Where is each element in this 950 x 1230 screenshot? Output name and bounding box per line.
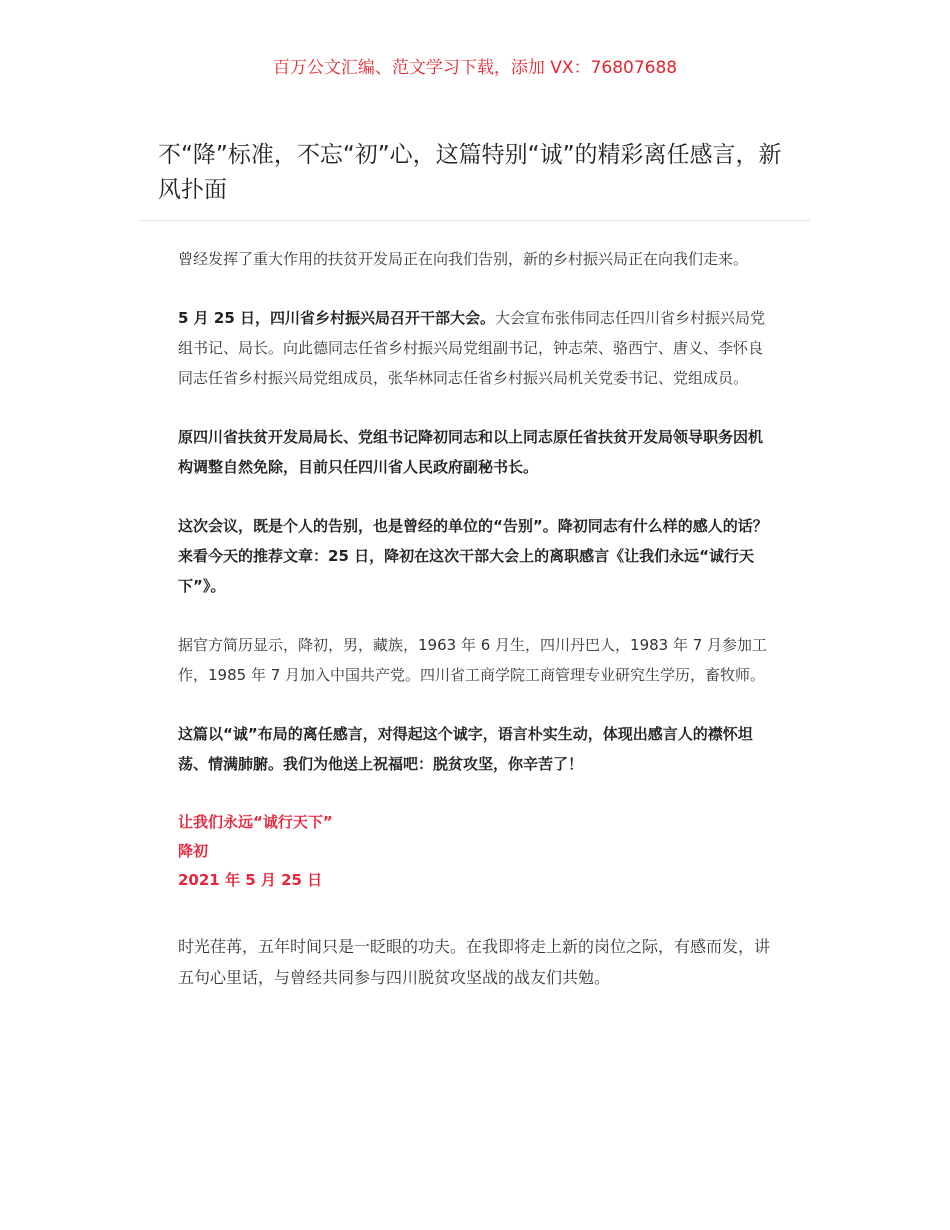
meeting-detail: 大会宣布张伟同志任四川省乡村振兴局党组书记、局长。向此德同志任省乡村振兴局党组副书记，钟志荣、骆西宁、唐义、李怀良同志任省乡村振兴局党组成员，张华林同志任省乡村振兴局机关党委书记、党组成员。 bbox=[178, 309, 765, 387]
paragraph-meeting bbox=[178, 303, 773, 393]
paragraph-biography: 据官方简历显示，降初，男，藏族，1963 年 6 月生，四川丹巴人，1983 年 7 月参加工作，1985 年 7 月加入中国共产党。四川省工商学院工商管理专业研究生学历，畜牧师。 bbox=[178, 636, 768, 684]
speech-date: 2021 年 5 月 25 日 bbox=[178, 871, 323, 889]
article-title: 不“降”标准，不忘“初”心，这篇特别“诚”的精彩离任感言，新风扑面 bbox=[158, 142, 782, 203]
paragraph-intro: 曾经发挥了重大作用的扶贫开发局正在向我们告别，新的乡村振兴局正在向我们走来。 bbox=[178, 250, 749, 268]
article-body bbox=[178, 244, 773, 993]
promo-banner: 百万公文汇编、范文学习下载，添加 VX：76807688 bbox=[272, 58, 678, 78]
speech-opening: 时光荏苒，五年时间只是一眨眼的功夫。在我即将走上新的岗位之际，有感而发，讲五句心里话，与曾经共同参与四川脱贫攻坚战的战友们共勉。 bbox=[178, 937, 771, 987]
speech-author: 降初 bbox=[178, 842, 209, 860]
meeting-lead: 5 月 25 日，四川省乡村振兴局召开干部大会。 bbox=[178, 309, 495, 327]
speech-title: 让我们永远“诚行天下” bbox=[178, 813, 333, 831]
paragraph-blessing: 这篇以“诚”布局的离任感言，对得起这个诚字，语言朴实生动，体现出感言人的襟怀坦荡、情满肺腑。我们为他送上祝福吧：脱贫攻坚，你辛苦了！ bbox=[178, 725, 753, 773]
paragraph-farewell: 这次会议，既是个人的告别，也是曾经的单位的“告别”。降初同志有什么样的感人的话？来看今天的推荐文章：25 日，降初在这次干部大会上的离职感言《让我们永远“诚行天下”》。 bbox=[178, 517, 768, 595]
title-divider bbox=[140, 220, 810, 221]
paragraph-dismissal: 原四川省扶贫开发局局长、党组书记降初同志和以上同志原任省扶贫开发局领导职务因机构调整自然免除，目前只任四川省人民政府副秘书长。 bbox=[178, 428, 764, 476]
